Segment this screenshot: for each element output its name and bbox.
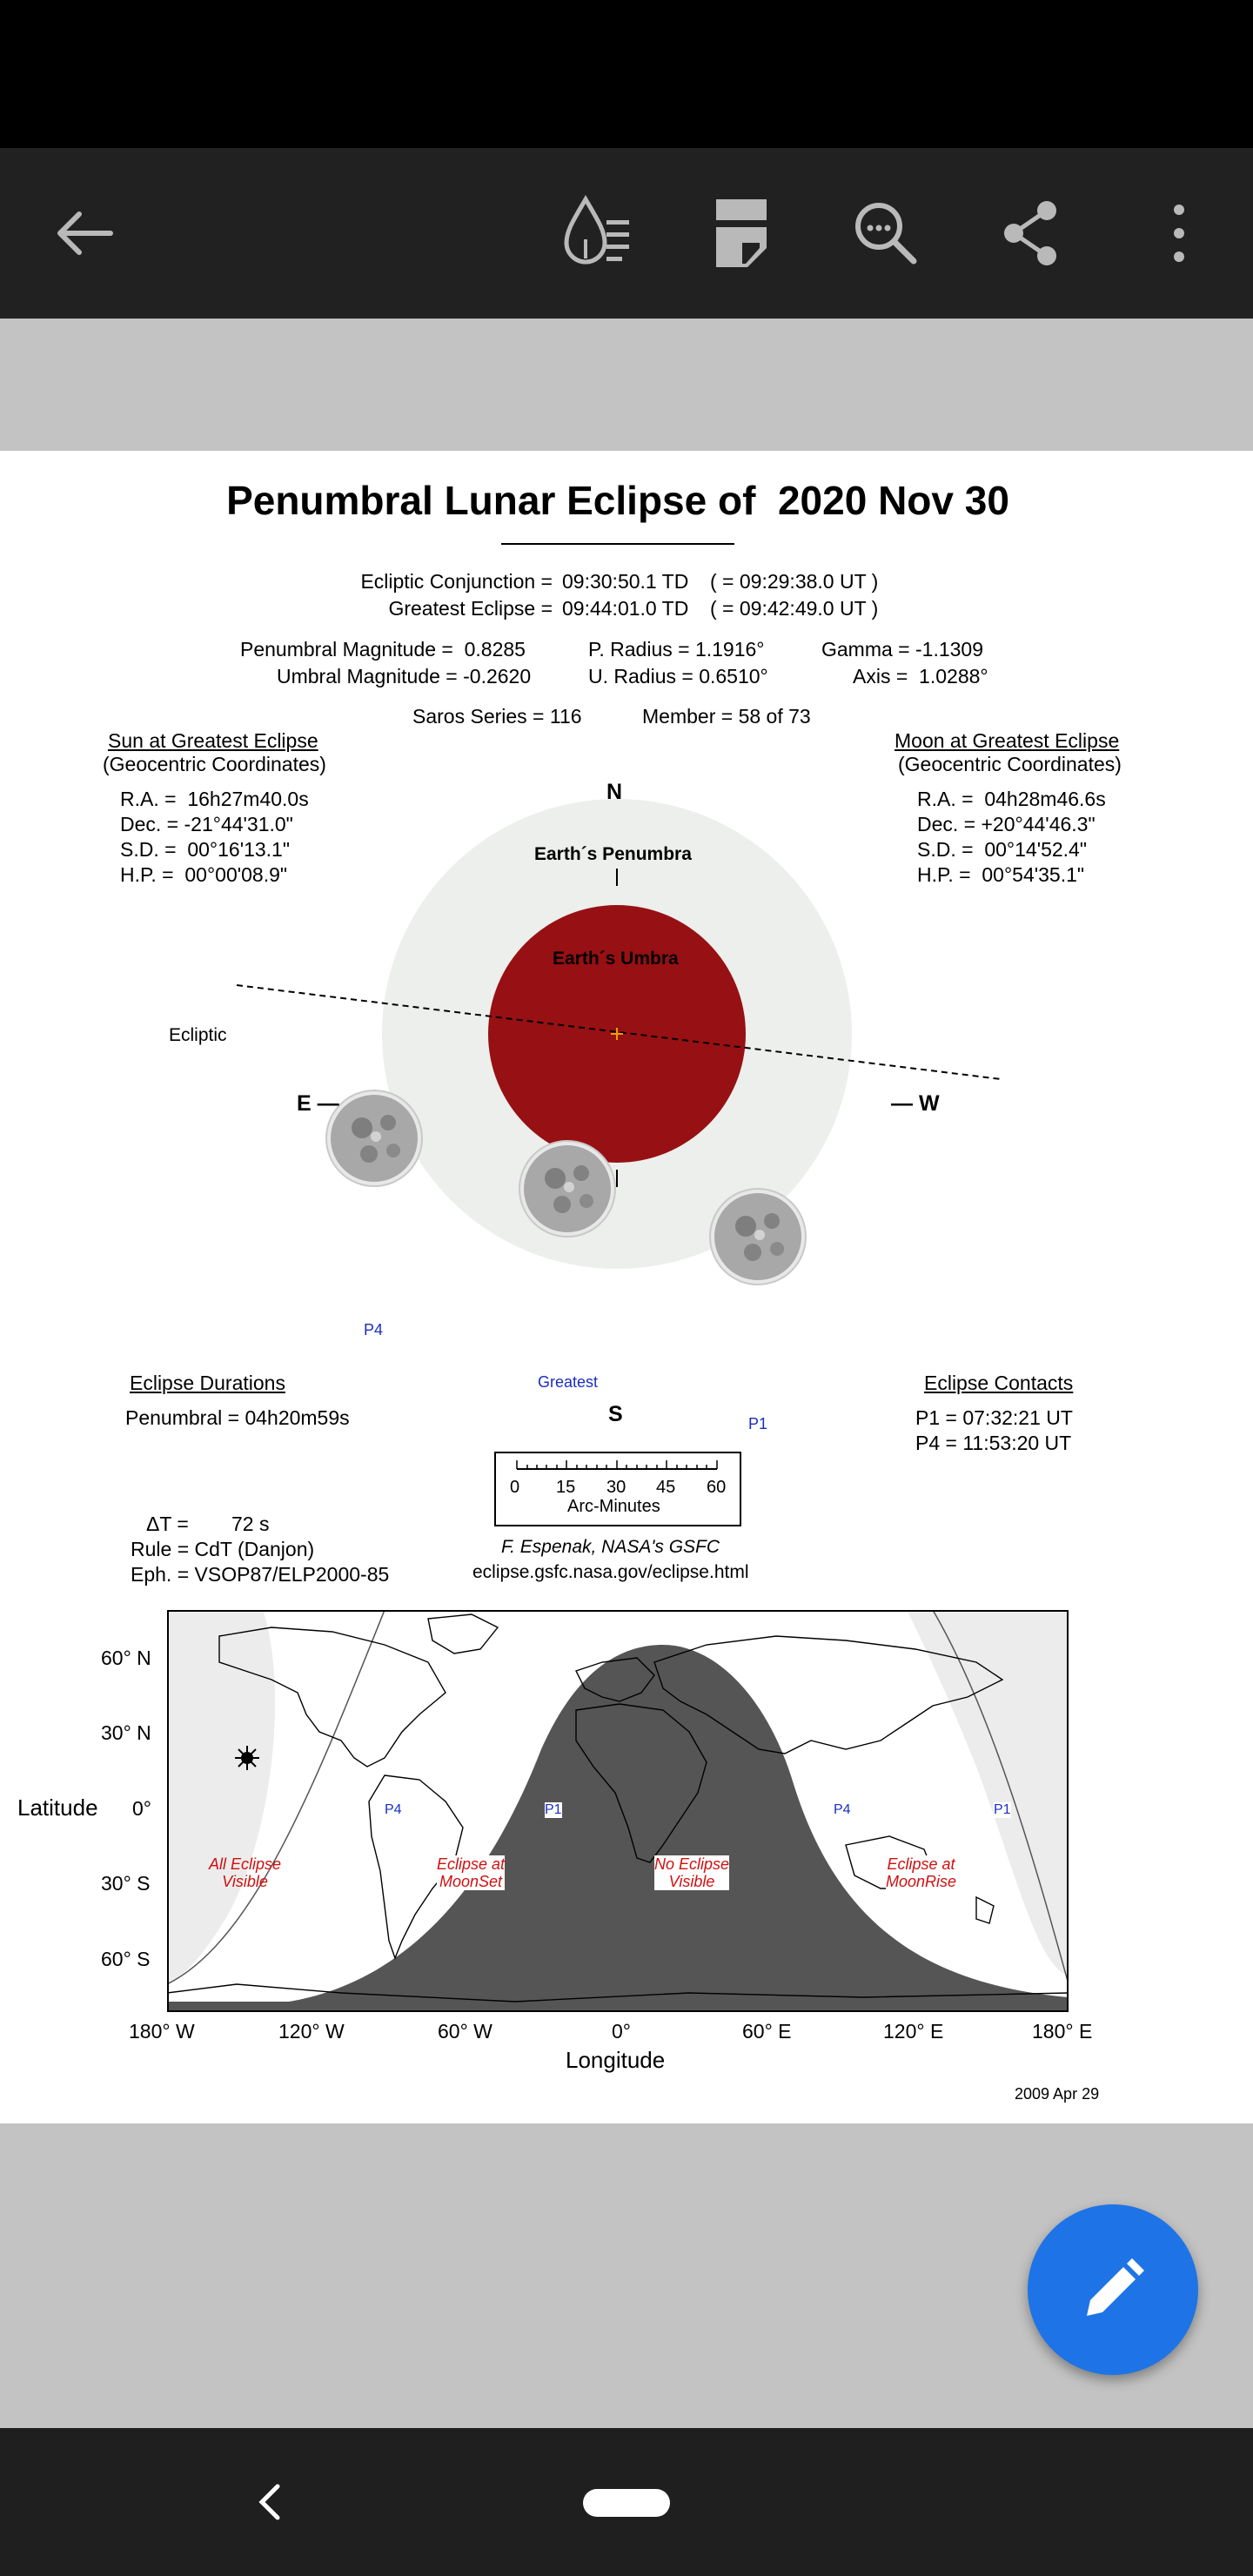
saros-series: Saros Series = 116	[412, 705, 582, 728]
world-map	[167, 1610, 1069, 2012]
lon-tick-180e: 180° E	[1032, 2020, 1093, 2043]
lat-tick-60n: 60° N	[101, 1647, 151, 1669]
rule: Rule = CdT (Danjon)	[131, 1538, 315, 1560]
penumbral-duration: Penumbral = 04h20m59s	[125, 1406, 350, 1429]
lon-tick-120w: 120° W	[278, 2020, 345, 2043]
lon-tick-60w: 60° W	[438, 2020, 492, 2043]
pdf-page[interactable]	[0, 451, 1253, 2123]
more-vert-icon[interactable]	[1127, 148, 1231, 319]
moon-p4-label: P4	[364, 1321, 384, 1338]
moon-heading: Moon at Greatest Eclipse	[895, 729, 1120, 752]
share-icon[interactable]	[978, 148, 1082, 319]
scale-label: Arc-Minutes	[567, 1497, 660, 1516]
moon-p4	[326, 1090, 422, 1186]
moon-dec: Dec. = +20°44'46.3"	[917, 813, 1096, 835]
conj-ut: ( = 09:29:38.0 UT )	[710, 570, 879, 593]
map-curve-label-p1-west: P1	[545, 1802, 562, 1817]
home-pill-icon[interactable]	[583, 2489, 670, 2517]
lon-tick-120e: 120° E	[883, 2020, 944, 2043]
top-toolbar	[0, 148, 1253, 319]
lat-tick-0: 0°	[132, 1797, 151, 1820]
map-region-label-all-visible: All Eclipse Visible	[209, 1855, 282, 1890]
contact-p4: P4 = 11:53:20 UT	[915, 1432, 1072, 1454]
umbra-label: Earth´s Umbra	[553, 949, 679, 969]
moon-hp: H.P. = 00°54'35.1"	[917, 863, 1085, 886]
ecliptic-label: Ecliptic	[169, 1025, 227, 1045]
sun-hp: H.P. = 00°00'08.9"	[120, 863, 288, 886]
contacts-heading: Eclipse Contacts	[924, 1372, 1074, 1394]
greatest-label: Greatest Eclipse =	[388, 597, 553, 620]
lat-tick-60s: 60° S	[101, 1948, 151, 1970]
moon-ra: R.A. = 04h28m46.6s	[917, 788, 1106, 810]
scale-tick-45: 45	[656, 1478, 676, 1497]
delta-t-value: 72 s	[231, 1513, 270, 1535]
conj-label: Ecliptic Conjunction =	[360, 570, 553, 593]
lon-tick-0: 0°	[612, 2020, 631, 2043]
map-region-label-no-eclipse: No Eclipse Visible	[654, 1855, 730, 1890]
lat-tick-30s: 30° S	[101, 1872, 151, 1895]
navigation-bar	[0, 2428, 1253, 2576]
axis: Axis = 1.0288°	[853, 665, 988, 688]
lon-tick-60e: 60° E	[742, 2020, 792, 2043]
scale-tick-15: 15	[556, 1478, 576, 1497]
west-label: — W	[891, 1091, 940, 1116]
moon-greatest-label: Greatest	[538, 1373, 599, 1391]
penumbra-label: Earth´s Penumbra	[534, 844, 692, 864]
map-curve-label-p4-east: P4	[834, 1802, 851, 1817]
greatest-ut: ( = 09:42:49.0 UT )	[710, 597, 879, 620]
sun-heading: Sun at Greatest Eclipse	[108, 729, 318, 752]
map-curve-label-p4-west: P4	[385, 1802, 402, 1817]
sun-sd: S.D. = 00°16'13.1"	[120, 838, 291, 861]
delta-t-label: ΔT =	[146, 1513, 189, 1535]
umbral-magnitude: Umbral Magnitude = -0.2620	[277, 665, 532, 688]
source-url: eclipse.gsfc.nasa.gov/eclipse.html	[472, 1562, 749, 1582]
east-label: E —	[297, 1091, 339, 1116]
moon-sd: S.D. = 00°14'52.4"	[917, 838, 1088, 861]
search-icon[interactable]	[834, 148, 938, 319]
sun-dec: Dec. = -21°44'31.0"	[120, 813, 293, 835]
south-label: S	[608, 1402, 623, 1426]
nav-back-icon[interactable]	[244, 2467, 296, 2537]
lat-tick-30n: 30° N	[101, 1721, 151, 1744]
edit-fab[interactable]	[1028, 2204, 1198, 2375]
lon-tick-180w: 180° W	[129, 2020, 195, 2043]
document-top-margin	[0, 319, 1253, 451]
conj-td: 09:30:50.1 TD	[562, 570, 689, 593]
saros-member: Member = 58 of 73	[642, 705, 811, 728]
scale-tick-60: 60	[707, 1478, 727, 1497]
greatest-td: 09:44:01.0 TD	[562, 597, 689, 620]
ephemeris: Eph. = VSOP87/ELP2000-85	[131, 1563, 390, 1586]
moon-subheading: (Geocentric Coordinates)	[898, 753, 1122, 775]
scale-tick-30: 30	[606, 1478, 626, 1497]
moon-p1-label: P1	[748, 1415, 768, 1432]
status-bar	[0, 0, 1253, 148]
edit-pencil-icon	[1078, 2255, 1148, 2324]
p-radius: P. Radius = 1.1916°	[588, 638, 765, 661]
map-sun-marker	[235, 1746, 259, 1770]
map-curve-label-p1-east: P1	[994, 1802, 1011, 1817]
credit: F. Espenak, NASA's GSFC	[501, 1537, 720, 1557]
map-region-label-moonrise: Eclipse at MoonRise	[886, 1855, 957, 1890]
scale-box	[494, 1452, 741, 1526]
u-radius: U. Radius = 0.6510°	[588, 665, 768, 688]
penumbral-magnitude: Penumbral Magnitude = 0.8285	[240, 638, 526, 661]
back-arrow-icon[interactable]	[33, 148, 137, 319]
moon-p1	[710, 1189, 806, 1285]
scale-tick-0: 0	[510, 1478, 520, 1497]
page-title: Penumbral Lunar Eclipse of 2020 Nov 30	[226, 478, 1009, 523]
gamma: Gamma = -1.1309	[821, 638, 984, 661]
north-label: N	[606, 780, 623, 804]
title-underline	[501, 543, 734, 545]
map-xlabel: Longitude	[566, 2047, 666, 2073]
date-stamp: 2009 Apr 29	[1015, 2085, 1100, 2103]
moon-greatest	[519, 1141, 615, 1237]
map-ylabel: Latitude	[17, 1794, 98, 1821]
ink-drop-icon[interactable]	[545, 148, 649, 319]
map-region-label-moonset: Eclipse at MoonSet	[437, 1855, 506, 1890]
sun-subheading: (Geocentric Coordinates)	[103, 753, 326, 775]
contact-p1: P1 = 07:32:21 UT	[915, 1406, 1073, 1429]
sun-ra: R.A. = 16h27m40.0s	[120, 788, 309, 810]
page-layout-icon[interactable]	[689, 148, 794, 319]
durations-heading: Eclipse Durations	[130, 1372, 285, 1394]
